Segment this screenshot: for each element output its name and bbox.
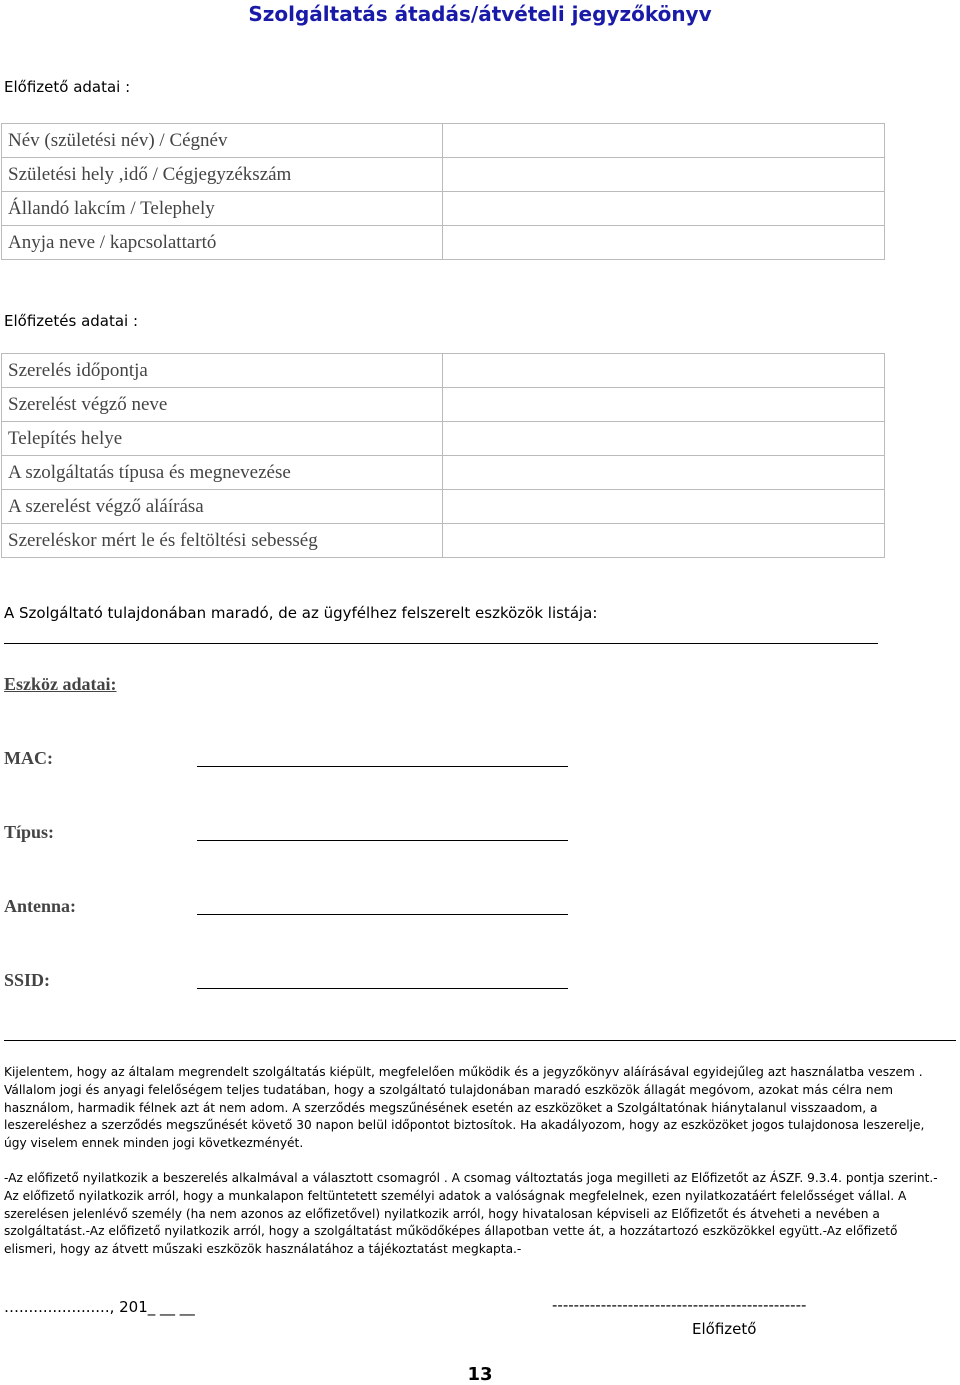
table-row [2, 158, 885, 192]
address-field[interactable] [443, 192, 885, 226]
install-time-field[interactable] [443, 354, 885, 388]
antenna-field[interactable] [197, 914, 568, 915]
subscriber-name-field[interactable] [443, 124, 885, 158]
ssid-label: SSID: [4, 970, 51, 990]
signer-label: Előfizető [692, 1320, 757, 1338]
birth-place-field[interactable] [443, 158, 885, 192]
installer-name-label: Szerelést végző neve [2, 388, 443, 422]
table-row [2, 388, 885, 422]
table-row [2, 226, 885, 260]
antenna-label: Antenna: [4, 896, 77, 916]
subscriber-name-label: Név (születési név) / Cégnév [2, 124, 443, 158]
signature-line[interactable]: ----------------------------------------------- [552, 1296, 807, 1314]
install-time-label: Szerelés időpontja [2, 354, 443, 388]
mac-label: MAC: [4, 748, 53, 768]
subscriber-table [1, 123, 885, 260]
installer-signature-label: A szerelést végző aláírása [2, 490, 443, 524]
mac-field[interactable] [197, 766, 568, 767]
service-type-field[interactable] [443, 456, 885, 490]
type-field[interactable] [197, 840, 568, 841]
table-row [2, 524, 885, 558]
device-heading: Eszköz adatai: [4, 674, 117, 694]
page-number: 13 [467, 1364, 493, 1385]
subscription-table [1, 353, 885, 558]
table-row [2, 456, 885, 490]
document-title: Szolgáltatás átadás/átvételi jegyzőkönyv [248, 2, 712, 26]
place-date-field[interactable]: …..................., 201_ __ __ [4, 1298, 195, 1316]
equipment-list-line[interactable] [4, 643, 878, 644]
table-row [2, 422, 885, 456]
equipment-list-heading: A Szolgáltató tulajdonában maradó, de az ügyfélhez felszerelt eszközök listája: [4, 604, 598, 622]
service-type-label: A szolgáltatás típusa és megnevezése [2, 456, 443, 490]
birth-place-label: Születési hely ,idő / Cégjegyzékszám [2, 158, 443, 192]
address-label: Állandó lakcím / Telephely [2, 192, 443, 226]
declaration-paragraph: -Az előfizető nyilatkozik a beszerelés alkalmával a választott csomagról . A csomag változtatás joga megilleti az Előfizetőt az ÁSZF. 9.3.4. pontja szerint.-Az előfizető nyilatkozik arról, hogy a munkalapon feltüntetett személyi adatok a valóságnak megfelelnek, ezen nyilatkozatáért felelősséget vállal. A szerelésen jelenlévő személy (ha nem azonos az előfizetővel) nyilatkozik arról, hogy hivatalosan képviseli az Előfizetőt és átveheti a nevében a szolgáltatást.-Az előfizető nyilatkozik arról, hogy a szolgáltatást működőképes állapotban vette át, a hozzátartozó eszközökkel együtt.-Az előfizető elismeri, hogy az átvett műszaki eszközök használatához a tájékoztatást megkapta.- [4, 1170, 938, 1257]
mother-name-field[interactable] [443, 226, 885, 260]
installer-name-field[interactable] [443, 388, 885, 422]
subscription-section-label: Előfizetés adatai : [4, 312, 139, 330]
install-location-field[interactable] [443, 422, 885, 456]
declaration-paragraph: Vállalom jogi és anyagi felelőségem teljes tudatában, hogy a szolgáltató tulajdonában maradó eszközök állagát megóvom, azokat más célra nem használom, harmadik félnek azt át nem adom. A szerződés megszűnésének esetén az eszközöket a Szolgáltatónak hiánytalanul visszaadom, a leszereléshez a szerződés megszűnését követő 30 napon belül időpontot biztosítok. Ha akadályozom, hogy az eszközöket jogos tulajdonosa leszerelje, úgy viselem ennek minden jogi következményét. [4, 1082, 925, 1151]
table-row [2, 490, 885, 524]
table-row [2, 192, 885, 226]
speed-label: Szereléskor mért le és feltöltési sebesség [2, 524, 443, 558]
declaration-text [4, 1064, 944, 1259]
type-label: Típus: [4, 822, 55, 842]
speed-field[interactable] [443, 524, 885, 558]
declaration-paragraph: Kijelentem, hogy az általam megrendelt szolgáltatás kiépült, megfelelően működik és a jegyzőkönyv aláírásával egyidejűleg azt használatba veszem . [4, 1065, 923, 1079]
table-row [2, 124, 885, 158]
table-row [2, 354, 885, 388]
install-location-label: Telepítés helye [2, 422, 443, 456]
installer-signature-field[interactable] [443, 490, 885, 524]
subscriber-section-label: Előfizető adatai : [4, 78, 131, 96]
mother-name-label: Anyja neve / kapcsolattartó [2, 226, 443, 260]
ssid-field[interactable] [197, 988, 568, 989]
separator-line [4, 1040, 956, 1041]
